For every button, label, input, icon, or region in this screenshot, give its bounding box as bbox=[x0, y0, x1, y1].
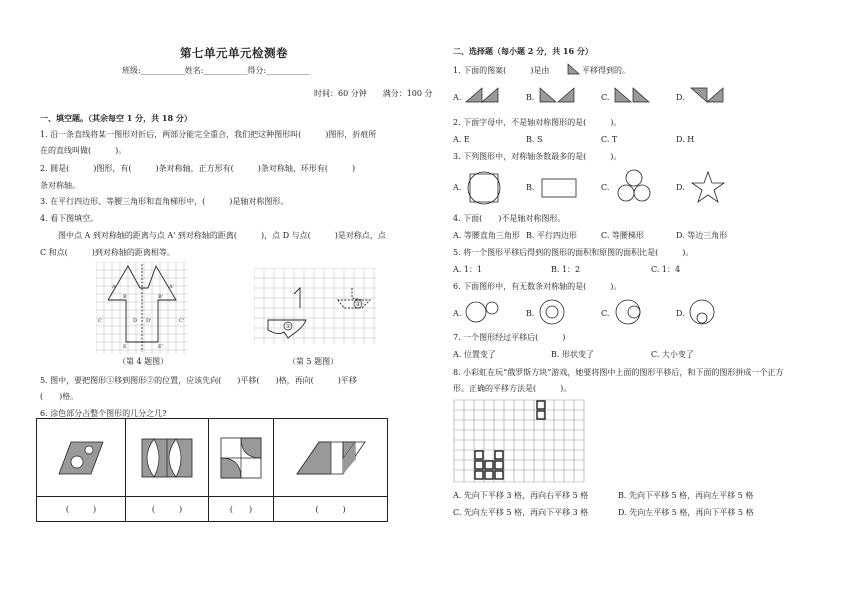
q3-text: 3. 在平行四边形、等腰三角形和直角梯形中，( )是轴对称图形。 bbox=[40, 197, 289, 206]
q2-line2: 条对称轴。 bbox=[40, 181, 80, 190]
mc3-option-d[interactable]: D. bbox=[676, 183, 685, 192]
q1-line2: 在的直线叫做( )。 bbox=[40, 146, 127, 155]
mc5-option-c[interactable]: C. 1：4 bbox=[651, 265, 681, 274]
mc1-option-b[interactable]: B. bbox=[526, 93, 535, 102]
mc3-option-b[interactable]: B. bbox=[526, 183, 535, 192]
mc2-text: 2. 下面字母中，不是轴对称图形的是( )。 bbox=[453, 118, 622, 127]
mc2-option-c[interactable]: C. T bbox=[601, 135, 618, 144]
mc8-option-b[interactable]: B. 先向下平移 5 格，再向左平移 5 格 bbox=[618, 491, 754, 500]
shaded-parallelogram-circles bbox=[53, 438, 109, 478]
mc1-option-a[interactable]: A. bbox=[453, 93, 462, 102]
mc6-option-c[interactable]: C. bbox=[601, 309, 610, 318]
mc3-text: 3. 下列图形中，对称轴条数最多的是( )。 bbox=[453, 152, 622, 161]
mc8-option-d[interactable]: D. 先向左平移 5 格，再向下平移 5 格 bbox=[618, 508, 754, 517]
q6-blank-4[interactable]: ( ) bbox=[274, 497, 388, 522]
mc1-text-b: 平移得到的。 bbox=[582, 66, 630, 75]
q6-shape-cell-3 bbox=[209, 419, 274, 497]
q6-shape-cell-2 bbox=[126, 419, 209, 497]
mc8-option-a[interactable]: A. 先向下平移 3 格，再向右平移 5 格 bbox=[453, 491, 589, 500]
q5-figure bbox=[254, 268, 376, 344]
label-B: B bbox=[123, 294, 127, 300]
mc6-option-d-inner-circle bbox=[688, 298, 720, 326]
label-shape-2: ② bbox=[355, 301, 361, 308]
label-D: D bbox=[133, 318, 138, 324]
student-info-line: 班级:___________姓名:___________得分:___________ bbox=[122, 66, 311, 75]
part2-heading: 二、选择题（每小题 2 分，共 16 分） bbox=[453, 46, 593, 56]
q2-line1: 2. 圆是( )图形，有( )条对称轴，正方形有( )条对称轴，环形有( ) bbox=[40, 164, 356, 173]
mc1-option-d[interactable]: D. bbox=[676, 93, 685, 102]
q6-shape-cell-4 bbox=[274, 419, 388, 497]
label-shape-1: ① bbox=[285, 323, 291, 330]
mc4-option-d[interactable]: D. 等边三角形 bbox=[676, 231, 728, 240]
shaded-square-moons bbox=[140, 437, 194, 479]
label-E-prime: E' bbox=[158, 344, 164, 350]
mc3-option-a[interactable]: A. bbox=[453, 183, 462, 192]
part1-heading: 一、填空题。（其余每空 1 分，共 18 分） bbox=[40, 113, 192, 123]
mc7-text: 7. 一个图形经过平移后( ) bbox=[453, 333, 566, 342]
label-A: A bbox=[112, 284, 116, 290]
mc4-option-a[interactable]: A. 等腰直角三角形 bbox=[453, 231, 520, 240]
label-A-prime: A' bbox=[169, 284, 174, 290]
q4-text: 4. 看下图填空。 bbox=[40, 214, 99, 223]
time-score-info: 时间：60 分钟 满分：100 分 bbox=[314, 89, 433, 98]
q4-line2: C 和点( )到对称轴的距离相等。 bbox=[40, 248, 175, 257]
mc3-option-c-three-circles bbox=[615, 168, 653, 204]
q4-caption: （第 4 题图） bbox=[118, 357, 169, 366]
mc1-option-d-shape bbox=[689, 86, 729, 104]
mc6-option-b[interactable]: B. bbox=[526, 309, 535, 318]
mc6-option-b-concentric-circles bbox=[536, 298, 568, 326]
mc4-text: 4. 下面( )不是轴对称图形。 bbox=[453, 214, 566, 223]
label-B-prime: B' bbox=[158, 294, 164, 300]
mc6-option-a-two-circles bbox=[464, 298, 500, 326]
q4-line1: 图中点 A 到对称轴的距离与点 A' 到对称轴的距离( )，点 D 与点( )是对称点，点 bbox=[58, 231, 386, 240]
mc5-option-b[interactable]: B. 1：2 bbox=[551, 265, 581, 274]
mc7-option-b[interactable]: B. 形状变了 bbox=[551, 350, 594, 359]
mc6-text: 6. 下面图形中，有无数条对称轴的是( )。 bbox=[453, 282, 622, 291]
mc1-option-b-shape bbox=[538, 86, 578, 104]
q6-text: 6. 涂色部分占整个图形的几分之几? bbox=[40, 409, 167, 418]
label-C-prime: C' bbox=[179, 318, 185, 324]
mc3-option-c[interactable]: C. bbox=[601, 183, 610, 192]
mc5-option-a[interactable]: A. 1：1 bbox=[453, 265, 483, 274]
q5-line1: 5. 图中，要把图形①移到图形②的位置，应该先向( )平移( )格，再向( )平移 bbox=[40, 376, 357, 385]
mc1-reference-triangle bbox=[566, 63, 580, 75]
mc1-text-a: 1. 下面的图案( )是由 bbox=[453, 66, 550, 75]
q5-line2: ( )格。 bbox=[40, 392, 79, 401]
mc8-line1: 8. 小彩虹在玩“俄罗斯方块”游戏，她要将图中上面的图形平移后，和下面的图形拼成一个正方 bbox=[453, 368, 784, 377]
q6-blank-1[interactable]: ( ) bbox=[37, 497, 126, 522]
q6-shape-cell-1 bbox=[37, 419, 126, 497]
q4-figure bbox=[96, 262, 188, 354]
mc5-text: 5. 将一个图形平移后得到的图形的面积和原图的面积比是( )。 bbox=[453, 248, 694, 257]
tetris-grid bbox=[453, 399, 585, 483]
mc7-option-a[interactable]: A. 位置变了 bbox=[453, 350, 496, 359]
label-E: E bbox=[123, 344, 127, 350]
q6-blank-3[interactable]: ( ) bbox=[209, 497, 274, 522]
mc8-line2: 形。正确的平移方法是( )。 bbox=[453, 384, 572, 393]
q5-caption: （第 5 题图） bbox=[288, 357, 339, 366]
label-C: C bbox=[98, 318, 102, 324]
mc2-option-b[interactable]: B. S bbox=[526, 135, 543, 144]
q6-table bbox=[36, 418, 388, 522]
mc6-option-a[interactable]: A. bbox=[453, 309, 462, 318]
mc8-option-c[interactable]: C. 先向左平移 5 格，再向下平移 3 格 bbox=[453, 508, 589, 517]
label-D-prime: D' bbox=[146, 318, 152, 324]
mc4-option-b[interactable]: B. 平行四边形 bbox=[526, 231, 577, 240]
q1-line1: 1. 沿一条直线将某一图形对折后，两部分能完全重合，我们把这种图形叫( )图形，折痕所 bbox=[40, 130, 377, 139]
shaded-square-quarters bbox=[219, 436, 263, 480]
mc4-option-c[interactable]: C. 等腰梯形 bbox=[601, 231, 644, 240]
mc3-option-b-rectangle bbox=[540, 177, 578, 199]
page-title: 第七单元单元检测卷 bbox=[180, 46, 288, 60]
mc3-option-d-star bbox=[690, 170, 726, 204]
q6-blank-2[interactable]: ( ) bbox=[126, 497, 209, 522]
shaded-parallelogram-strips bbox=[293, 438, 369, 478]
mc1-option-c-shape bbox=[613, 86, 653, 104]
mc6-option-c-offset-circles bbox=[612, 298, 644, 326]
mc2-option-d[interactable]: D. H bbox=[676, 135, 695, 144]
mc3-option-a-square-circle bbox=[466, 170, 502, 206]
mc1-option-c[interactable]: C. bbox=[601, 93, 610, 102]
mc6-option-d[interactable]: D. bbox=[676, 309, 685, 318]
mc2-option-a[interactable]: A. E bbox=[453, 135, 470, 144]
mc1-option-a-shape bbox=[464, 86, 502, 104]
mc7-option-c[interactable]: C. 大小变了 bbox=[651, 350, 694, 359]
